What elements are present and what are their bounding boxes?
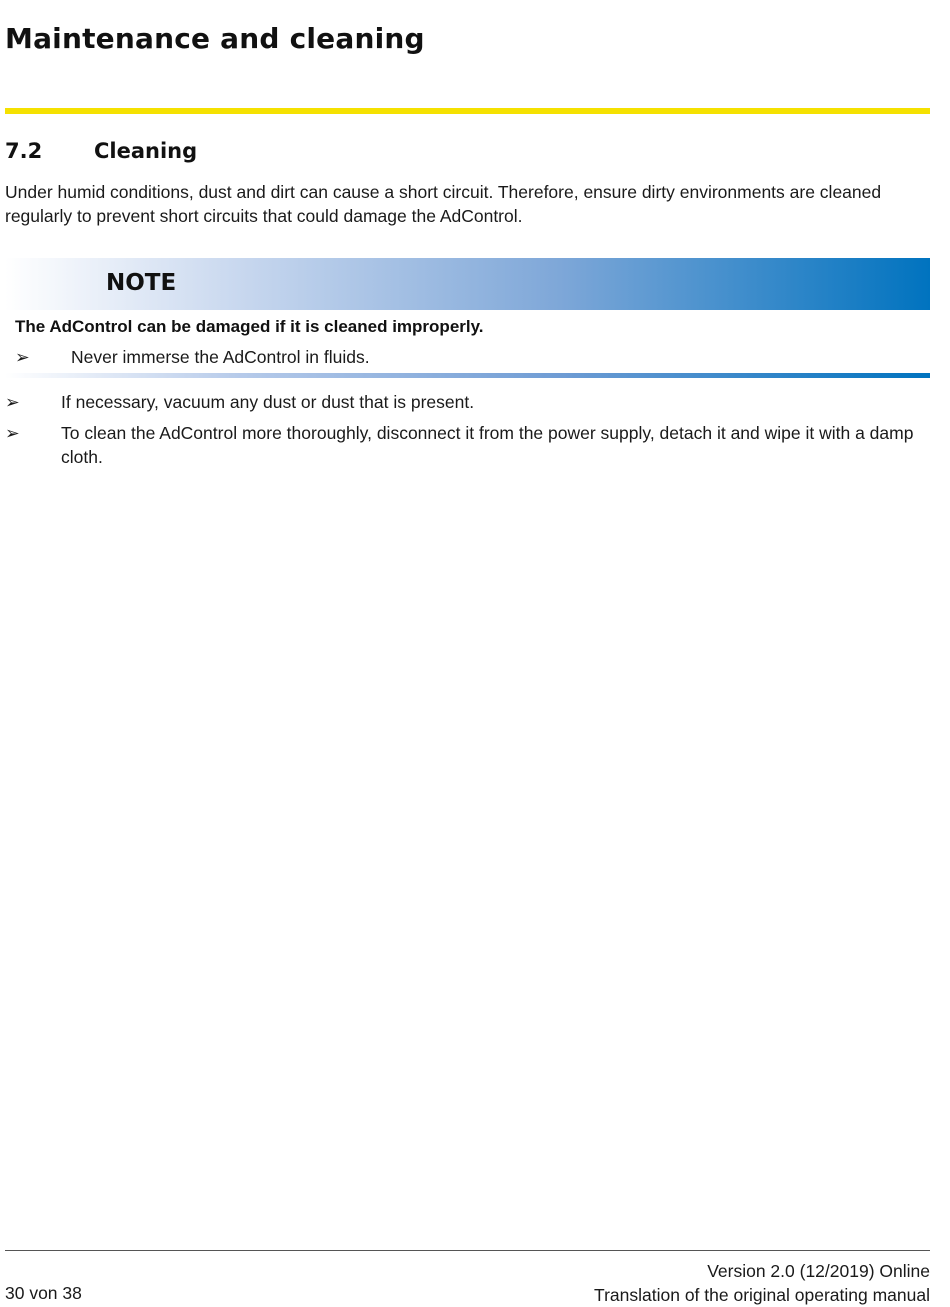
section-heading — [5, 139, 197, 163]
arrow-bullet-icon: ➢ — [5, 423, 20, 443]
footer-info — [594, 1259, 930, 1307]
list-item — [5, 421, 925, 469]
footer-subtitle: Translation of the original operating manual — [594, 1285, 930, 1305]
section-title: Cleaning — [94, 139, 198, 163]
footer-version: Version 2.0 (12/2019) Online — [707, 1261, 930, 1281]
note-divider — [5, 373, 930, 378]
note-bullet — [15, 347, 370, 368]
step-text: If necessary, vacuum any dust or dust that is present. — [61, 392, 475, 412]
section-number: 7.2 — [5, 139, 43, 163]
note-bullet-text: Never immerse the AdControl in fluids. — [71, 347, 370, 367]
intro-paragraph: Under humid conditions, dust and dirt can cause a short circuit. Therefore, ensure dirty environments are cleaned regularly to prevent short circuits that could damage the AdControl. — [5, 182, 882, 226]
arrow-bullet-icon: ➢ — [5, 392, 20, 412]
note-warning: The AdControl can be damaged if it is cleaned improperly. — [15, 317, 484, 336]
cleaning-steps — [5, 390, 925, 476]
note-title: NOTE — [106, 270, 177, 296]
note-box — [5, 258, 930, 379]
page-title: Maintenance and cleaning — [5, 22, 425, 55]
page-number: 30 von 38 — [5, 1283, 82, 1303]
list-item — [5, 390, 925, 414]
footer-divider — [5, 1250, 930, 1251]
header-divider — [5, 108, 930, 114]
arrow-bullet-icon: ➢ — [15, 347, 30, 367]
step-text: To clean the AdControl more thoroughly, disconnect it from the power supply, detach it and wipe it with a damp cloth. — [61, 423, 914, 467]
